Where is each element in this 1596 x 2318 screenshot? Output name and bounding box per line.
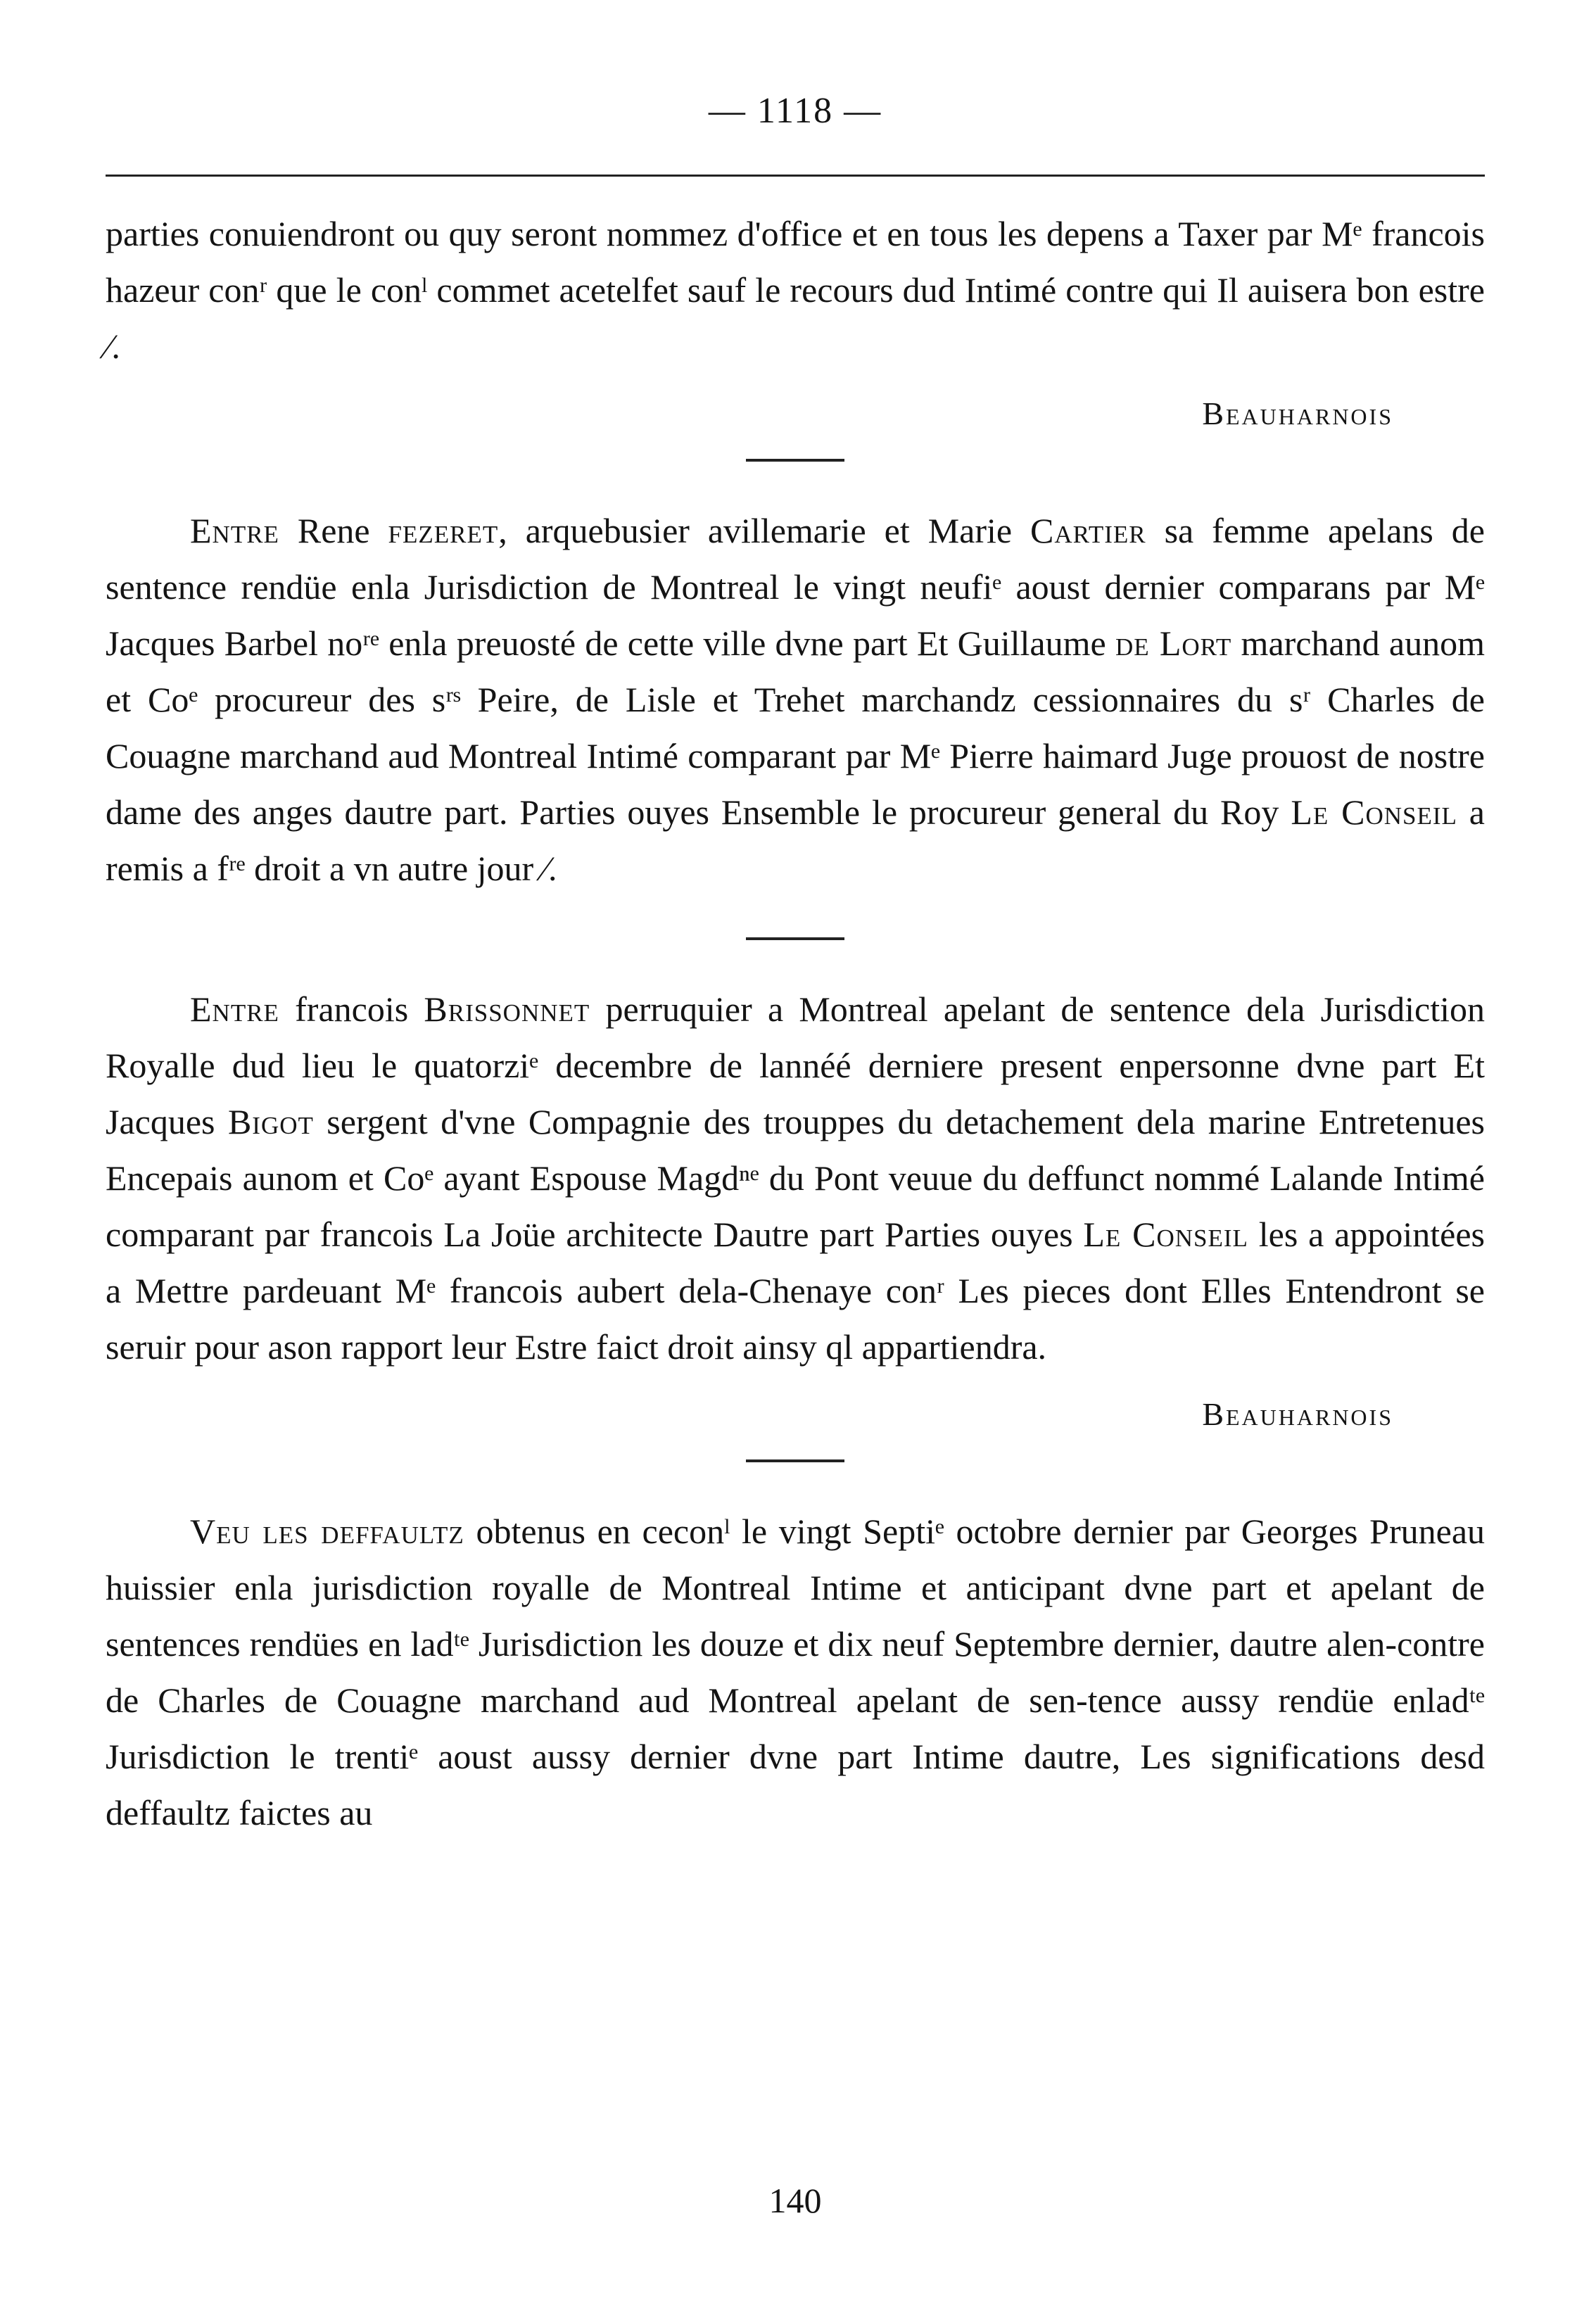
party-name: Brissonnet (424, 989, 590, 1029)
paragraph-1: parties conuiendront ou quy seront nommez d'office et en tous les depens a Taxer par Mᵉ francois hazeur conʳ que le conˡ commet acetelfet sauf le recours dud Intimé contre qui Il auisera bon estre ⁄. (106, 214, 1485, 366)
entry-opening: Veu les deffaultz (190, 1512, 464, 1551)
header-rule (106, 175, 1485, 177)
entry-defaults (106, 1503, 1485, 1841)
continuation-paragraph (106, 205, 1485, 374)
separator-rule-2 (746, 937, 844, 940)
entry-fezeret (106, 502, 1485, 897)
page-content (106, 205, 1485, 1841)
entry-brissonnet (106, 981, 1485, 1375)
entry-opening: Entre (190, 511, 279, 550)
party-name: fezeret (388, 511, 499, 550)
paragraph-2: Entre Rene fezeret, arquebusier avillemarie et Marie Cartier sa femme apelans de sentence rendüe enla Jurisdiction de Montreal le vingt neufiᵉ aoust dernier comparans par Mᵉ Jacques Barbel noʳᵉ enla preuosté de cette ville dvne part Et Guillaume de Lort marchand aunom et Coᵉ procureur des sʳˢ Peire, de Lisle et Trehet marchandz cessionnaires du sʳ Charles de Couagne marchand aud Montreal Intimé comparant par Mᵉ Pierre haimard Juge prouost de nostre dame des anges dautre part. Parties ouyes Ensemble le procureur general du Roy Le Conseil a remis a fʳᵉ droit a vn autre jour ⁄. (106, 511, 1486, 888)
paragraph-4: Veu les deffaultz obtenus en ceconˡ le vingt Septiᵉ octobre dernier par Georges Pruneau huissier enla jurisdiction royalle de Montreal Intime et anticipant dvne part et apelant de sentences rendües en ladᵗᵉ Jurisdiction les douze et dix neuf Septembre dernier, dautre alen-contre de Charles de Couagne marchand aud Montreal apelant de sen-tence aussy rendüe enladᵗᵉ Jurisdiction le trentiᵉ aoust aussy dernier dvne part Intime dautre, Les significations desd deffaultz faictes au (106, 1512, 1486, 1832)
signature-beauharnois-2: Beauharnois (1202, 1396, 1393, 1432)
council-name: Le Conseil (1291, 792, 1457, 832)
document-page (106, 0, 1485, 2318)
entry-opening: Entre (190, 989, 279, 1029)
separator-rule-1 (746, 459, 844, 462)
signature-mark: 140 (768, 2181, 822, 2220)
separator-rule-3 (746, 1459, 844, 1462)
page-number: — 1118 — (708, 91, 882, 131)
party-name: de Lort (1115, 623, 1232, 663)
signature-beauharnois-1: Beauharnois (1202, 395, 1393, 431)
party-name: Cartier (1030, 511, 1146, 550)
paragraph-3: Entre francois Brissonnet perruquier a Montreal apelant de sentence dela Jurisdiction Royalle dud lieu le quatorziᵉ decembre de lannéé derniere present enpersonne dvne part Et Jacques Bigot sergent d'vne Compagnie des trouppes du detachement dela marine Entretenues Encepais aunom et Coᵉ ayant Espouse Magdⁿᵉ du Pont veuue du deffunct nommé Lalande Intimé comparant par francois La Joüe architecte Dautre part Parties ouyes Le Conseil les a appointées a Mettre pardeuant Mᵉ francois aubert dela-Chenaye conʳ Les pieces dont Elles Entendront se seruir pour ason rapport leur Estre faict droit ainsy ql appartiendra. (106, 989, 1485, 1367)
council-name: Le Conseil (1083, 1215, 1248, 1254)
party-name: Bigot (227, 1102, 314, 1141)
